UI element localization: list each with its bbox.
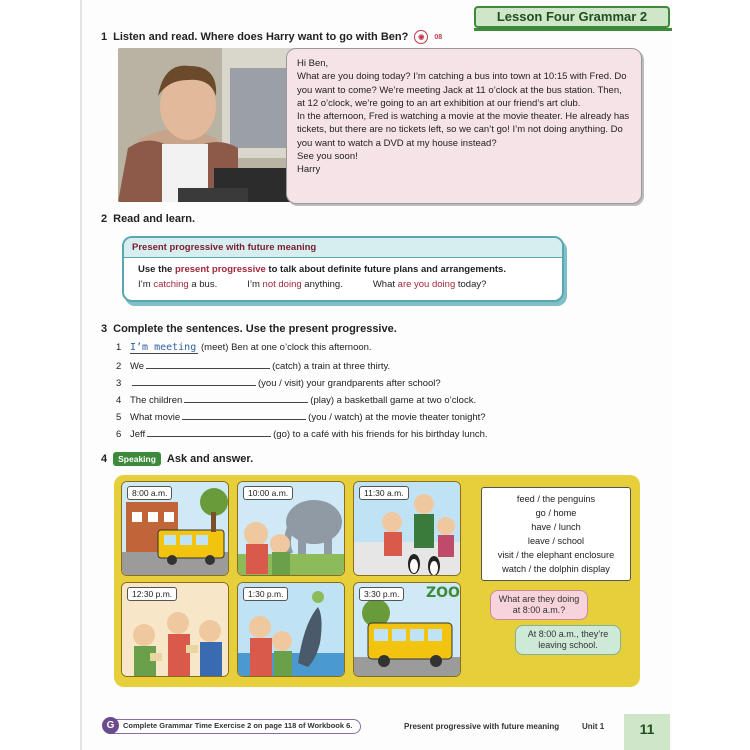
picture-panel-school-bus <box>121 481 229 576</box>
activity-item: have / lunch <box>531 522 581 532</box>
example-text: today? <box>455 279 487 290</box>
activity-word-box <box>481 487 631 581</box>
zoo-sign: ZOO <box>426 585 460 601</box>
section-number: 1 <box>101 31 108 43</box>
sentence-text: (catch) a train at three thirty. <box>272 361 391 372</box>
sentence-2 <box>116 359 488 376</box>
answer-field[interactable] <box>146 359 270 369</box>
sentence-number: 2 <box>116 361 122 372</box>
section-2-heading <box>101 213 195 225</box>
section-instruction: Read and learn. <box>113 213 196 225</box>
grammar-rule-text <box>124 258 562 275</box>
section-number: 2 <box>101 213 108 225</box>
section-number: 4 <box>101 453 108 465</box>
section-3-heading <box>101 323 397 335</box>
rule-text-after: to talk about definite future plans and arrangements. <box>265 264 506 275</box>
sentence-5 <box>116 410 488 427</box>
footer-unit: Unit 1 <box>582 722 605 731</box>
lesson-title: Lesson Four Grammar 2 <box>474 6 670 28</box>
activity-item: visit / the elephant enclosure <box>497 550 615 560</box>
section-4-heading <box>101 452 253 466</box>
example-text: What <box>372 279 398 290</box>
header-rule <box>474 28 672 31</box>
section-instruction: Complete the sentences. Use the present progressive. <box>113 323 397 335</box>
sentence-text: (meet) Ben at one o’clock this afternoon. <box>201 342 372 353</box>
example-text: a bus. <box>188 279 218 290</box>
sentence-number: 1 <box>116 342 122 353</box>
answer-field[interactable] <box>132 376 256 386</box>
letter-from-harry <box>286 48 642 204</box>
section-instruction: Ask and answer. <box>166 453 254 465</box>
answer-speech-bubble: At 8:00 a.m., they’re leaving school. <box>515 625 621 655</box>
letter-closing: See you soon! <box>297 151 358 163</box>
example-text: anything. <box>301 279 343 290</box>
grammar-examples <box>124 275 562 290</box>
sentence-3 <box>116 376 488 393</box>
answer-field[interactable]: I’m meeting <box>130 342 197 353</box>
sentence-number: 3 <box>116 378 122 389</box>
sentence-number: 6 <box>116 429 122 440</box>
letter-paragraph-1: What are you doing today? I’m catching a bus into town at 10:15 with Fred. Do you want to come? We’re meeting Jack at 11 o’clock at the bus station. Then, at 12 o’clock, we’re going to an art exhibition at our friend’s art club. <box>297 71 627 109</box>
letter-signature: Harry <box>297 164 321 176</box>
example-verb: not doing <box>262 279 302 290</box>
workbook-note: Complete Grammar Time Exercise 2 on page 118 of Workbook 6. <box>104 719 361 734</box>
time-label: 3:30 p.m. <box>359 587 404 601</box>
sentence-text: (go) to a café with his friends for his birthday lunch. <box>273 429 488 440</box>
section-1-heading <box>101 30 442 44</box>
letter-paragraph-2: In the afternoon, Fred is watching a movie at the movie theater. He already has tickets, but there are no tickets left, so we can’t go! I’m not doing anything. Do you want to watch a DVD at my house instead? <box>297 111 630 149</box>
speaking-badge: Speaking <box>113 452 161 466</box>
time-label: 8:00 a.m. <box>127 486 172 500</box>
question-speech-bubble: What are they doing at 8:00 a.m.? <box>490 590 588 620</box>
sentence-text: (you / visit) your grandparents after school? <box>258 378 441 389</box>
rule-highlight: present progressive <box>174 264 266 275</box>
footer-topic: Present progressive with future meaning <box>404 722 560 731</box>
rule-text-before: Use the <box>138 264 175 275</box>
answer-field[interactable] <box>147 427 271 437</box>
sentence-number: 4 <box>116 395 122 406</box>
activity-item: feed / the penguins <box>516 494 596 504</box>
sentence-text: (play) a basketball game at two o’clock. <box>310 395 477 406</box>
example-verb: catching <box>153 279 189 290</box>
boy-at-laptop-photo <box>118 48 294 202</box>
audio-cd-icon[interactable]: ◉ <box>414 30 428 44</box>
example-text: I’m <box>138 279 154 290</box>
time-label: 1:30 p.m. <box>243 587 288 601</box>
example-3 <box>373 279 487 290</box>
grammar-rule-box <box>122 236 564 302</box>
time-label: 10:00 a.m. <box>243 486 293 500</box>
sentence-number: 5 <box>116 412 122 423</box>
answer-field[interactable] <box>184 393 308 403</box>
sentence-text: The children <box>130 395 183 406</box>
sentence-6 <box>116 427 488 444</box>
time-label: 12:30 p.m. <box>127 587 177 601</box>
example-1 <box>138 279 217 290</box>
picture-panel-zoo-bus <box>353 582 461 677</box>
activity-item: go / home <box>535 508 577 518</box>
example-2 <box>247 279 343 290</box>
activity-item: leave / school <box>527 536 585 546</box>
grammar-time-icon: G <box>102 717 119 734</box>
grammar-box-title: Present progressive with future meaning <box>124 238 562 258</box>
answer-field[interactable] <box>182 410 306 420</box>
sentence-text: What movie <box>130 412 181 423</box>
sentence-text: (you / watch) at the movie theater tonight? <box>308 412 486 423</box>
page-number: 11 <box>624 714 670 750</box>
picture-panel-elephant <box>237 481 345 576</box>
sentence-text: Jeff <box>130 429 146 440</box>
example-verb: are you doing <box>397 279 456 290</box>
time-label: 11:30 a.m. <box>359 486 409 500</box>
section-number: 3 <box>101 323 108 335</box>
activity-item: watch / the dolphin display <box>502 564 610 574</box>
exercise-sentences <box>116 342 488 444</box>
example-text: I’m <box>247 279 263 290</box>
picture-panel-penguins <box>353 481 461 576</box>
audio-track-number: 08 <box>434 33 443 41</box>
picture-panel-lunch <box>121 582 229 677</box>
letter-greeting: Hi Ben, <box>297 58 329 69</box>
sentence-4 <box>116 393 488 410</box>
sentence-1 <box>116 342 488 359</box>
picture-panel-dolphin <box>237 582 345 677</box>
section-instruction: Listen and read. Where does Harry want to go with Ben? <box>113 31 409 43</box>
sentence-text: We <box>130 361 145 372</box>
